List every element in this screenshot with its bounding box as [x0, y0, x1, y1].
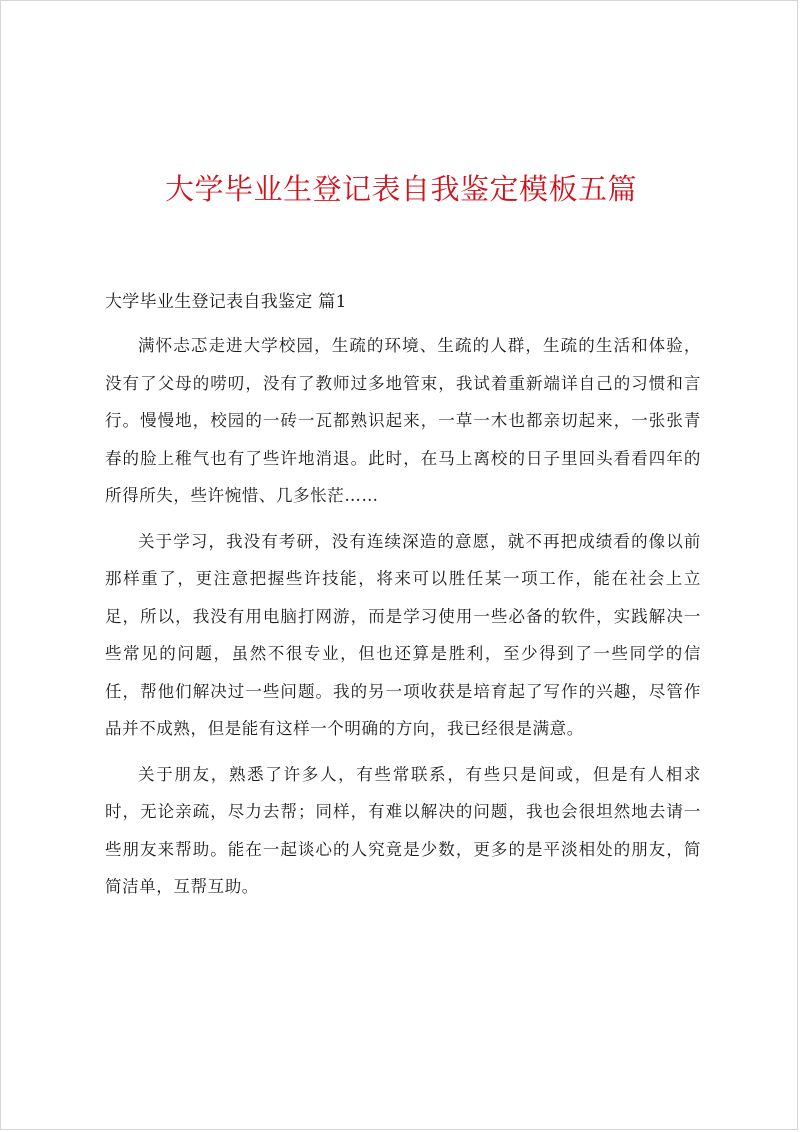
paragraph-1: 满怀忐忑走进大学校园，生疏的环境、生疏的人群，生疏的生活和体验，没有了父母的唠叨，没有了教师过多地管束，我试着重新端详自己的习惯和言行。慢慢地，校园的一砖一瓦都熟识起来，一草一木也都亲切起来，一张张青春的脸上稚气也有了些许地消退。此时，在马上离校的日子里回头看看四年的所得所失，些许惋惜、几多怅茫…… — [105, 336, 701, 505]
paragraph-2: 关于学习，我没有考研，没有连续深造的意愿，就不再把成绩看的像以前那样重了，更注意把握些许技能，将来可以胜任某一项工作，能在社会上立足，所以，我没有用电脑打网游，而是学习使用一些必备的软件，实践解决一些常见的问题，虽然不很专业，但也还算是胜利，至少得到了一些同学的信任，帮他们解决过一些问题。我的另一项收获是培育起了写作的兴趣，尽管作品并不成熟，但是能有这样一个明确的方向，我已经很是满意。 — [105, 531, 701, 738]
document-body — [105, 327, 701, 914]
section-heading: 大学毕业生登记表自我鉴定 篇1 — [105, 292, 347, 312]
paragraph-3: 关于朋友，熟悉了许多人，有些常联系，有些只是间或，但是有人相求时，无论亲疏，尽力去帮；同样，有难以解决的问题，我也会很坦然地去请一些朋友来帮助。能在一起谈心的人究竟是少数，更多的是平淡相处的朋友，简简洁单，互帮互助。 — [105, 764, 701, 896]
document-title: 大学毕业生登记表自我鉴定模板五篇 — [164, 172, 637, 206]
